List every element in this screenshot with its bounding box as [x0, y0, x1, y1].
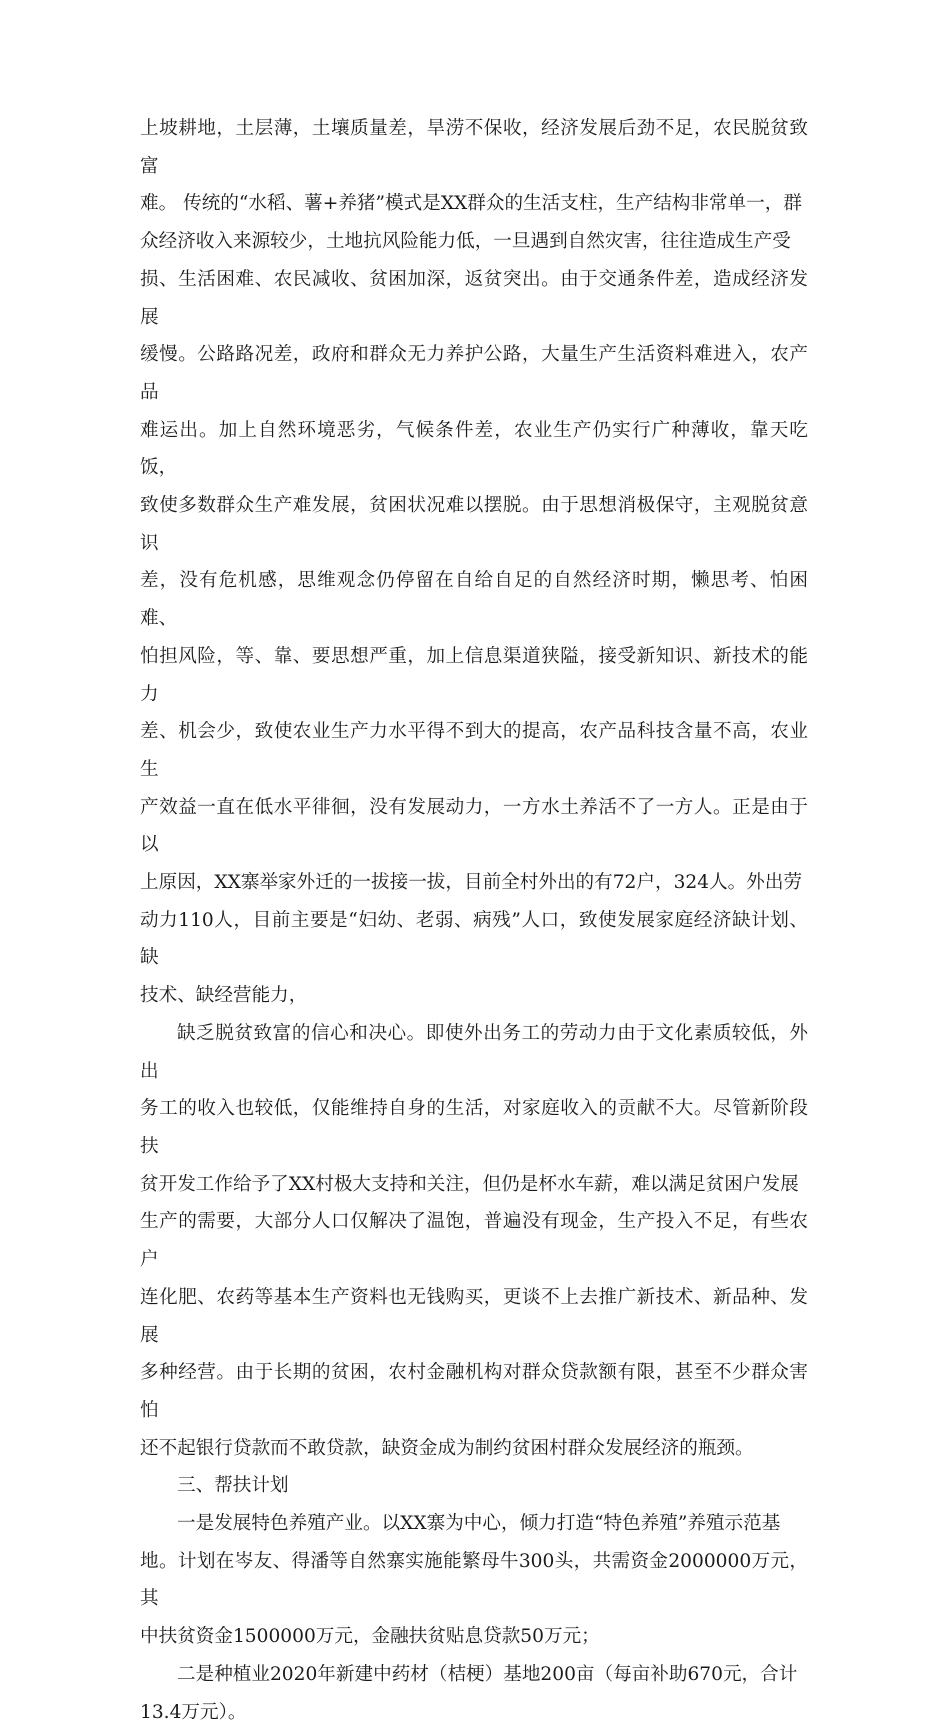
- document-body: [140, 110, 808, 1731]
- paragraph-plan-planting: 二是种植业2020年新建中药材（桔梗）基地200亩（每亩补助670元，合计 13.4万元）。: [140, 1663, 798, 1723]
- paragraph-plan-breeding: 一是发展特色养殖产业。以XX寨为中心，倾力打造“特色养殖”养殖示范基 地。计划在岑友、得潘等自然寨实施能繁母牛300头，共需资金2000000万元，其 中扶贫资金1500000万元，金融扶贫贴息贷款50万元；: [140, 1513, 808, 1648]
- paragraph-lack-of-confidence: 缺乏脱贫致富的信心和决心。即使外出务工的劳动力由于文化素质较低，外出 务工的收入也较低，仅能维持自身的生活，对家庭收入的贡献不大。尽管新阶段扶 贫开发工作给予了XX村极大支持和关注，但仍是杯水车薪，难以满足贫困户发展 生产的需要，大部分人口仅解决了温饱，普遍没有现金，生产投入不足，有些农户 连化肥、农药等基本生产资料也无钱购买，更谈不上去推广新技术、新品种、发展 多种经营。由于长期的贫困，农村金融机构对群众贷款额有限，甚至不少群众害怕 还不起银行贷款而不敢贷款，缺资金成为制约贫困村群众发展经济的瓶颈。: [140, 1022, 808, 1459]
- section-heading-assistance-plan: 三、帮扶计划: [177, 1475, 289, 1497]
- paragraph-poverty-causes: 上坡耕地，土层薄，土壤质量差，旱涝不保收，经济发展后劲不足，农民脱贫致富 难。 传统的“水稻、薯+养猪”模式是XX群众的生活支柱，生产结构非常单一，群 众经济收入来源较少，土地抗风险能力低，一旦遇到自然灾害，往往造成生产受 损、生活困难、农民减收、贫困加深，返贫突出。由于交通条件差，造成经济发展 缓慢。公路路况差，政府和群众无力养护公路，大量生产生活资料难进入，农产品 难运出。加上自然环境恶劣，气候条件差，农业生产仍实行广种薄收，靠天吃饭， 致使多数群众生产难发展，贫困状况难以摆脱。由于思想消极保守，主观脱贫意识 差，没有危机感，思维观念仍停留在自给自足的自然经济时期，懒思考、怕困难、 怕担风险，等、靠、要思想严重，加上信息渠道狭隘，接受新知识、新技术的能力 差、机会少，致使农业生产力水平得不到大的提高，农产品科技含量不高，农业生 产效益一直在低水平徘徊，没有发展动力，一方水土养活不了一方人。正是由于以 上原因，XX寨举家外迁的一拔接一拔，目前全村外出的有72户，324人。外出劳 动力110人，目前主要是“妇幼、老弱、病残”人口，致使发展家庭经济缺计划、缺 技术、缺经营能力，: [140, 118, 808, 1007]
